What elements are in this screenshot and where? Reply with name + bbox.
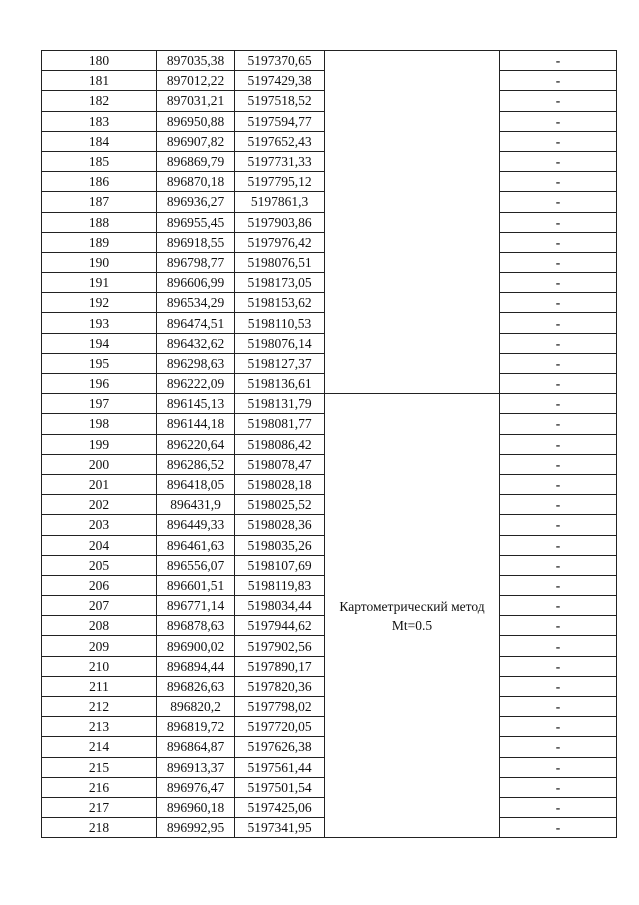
point-number-cell: 206 — [42, 575, 157, 595]
point-number-cell: 200 — [42, 454, 157, 474]
accuracy-cell: - — [500, 232, 617, 252]
accuracy-cell: - — [500, 131, 617, 151]
point-number-cell: 214 — [42, 737, 157, 757]
method-cell — [325, 51, 500, 394]
x-coordinate-cell: 897035,38 — [157, 51, 235, 71]
x-coordinate-cell: 896900,02 — [157, 636, 235, 656]
y-coordinate-cell: 5198119,83 — [235, 575, 325, 595]
accuracy-cell: - — [500, 676, 617, 696]
point-number-cell: 199 — [42, 434, 157, 454]
y-coordinate-cell: 5197652,43 — [235, 131, 325, 151]
accuracy-cell: - — [500, 737, 617, 757]
accuracy-cell: - — [500, 656, 617, 676]
y-coordinate-cell: 5198078,47 — [235, 454, 325, 474]
point-number-cell: 196 — [42, 374, 157, 394]
y-coordinate-cell: 5197594,77 — [235, 111, 325, 131]
y-coordinate-cell: 5197518,52 — [235, 91, 325, 111]
x-coordinate-cell: 896145,13 — [157, 394, 235, 414]
accuracy-cell: - — [500, 374, 617, 394]
y-coordinate-cell: 5198173,05 — [235, 273, 325, 293]
y-coordinate-cell: 5197944,62 — [235, 616, 325, 636]
accuracy-cell: - — [500, 454, 617, 474]
y-coordinate-cell: 5197976,42 — [235, 232, 325, 252]
accuracy-cell: - — [500, 71, 617, 91]
y-coordinate-cell: 5198034,44 — [235, 596, 325, 616]
method-name: Картометрический метод — [339, 598, 485, 614]
point-number-cell: 190 — [42, 252, 157, 272]
y-coordinate-cell: 5198081,77 — [235, 414, 325, 434]
accuracy-cell: - — [500, 333, 617, 353]
x-coordinate-cell: 896556,07 — [157, 555, 235, 575]
x-coordinate-cell: 897012,22 — [157, 71, 235, 91]
point-number-cell: 197 — [42, 394, 157, 414]
x-coordinate-cell: 896878,63 — [157, 616, 235, 636]
accuracy-cell: - — [500, 777, 617, 797]
accuracy-cell: - — [500, 717, 617, 737]
y-coordinate-cell: 5198107,69 — [235, 555, 325, 575]
point-number-cell: 213 — [42, 717, 157, 737]
y-coordinate-cell: 5198086,42 — [235, 434, 325, 454]
x-coordinate-cell: 896819,72 — [157, 717, 235, 737]
y-coordinate-cell: 5197861,3 — [235, 192, 325, 212]
accuracy-cell: - — [500, 353, 617, 373]
method-accuracy-value: Mt=0.5 — [391, 617, 433, 633]
y-coordinate-cell: 5198136,61 — [235, 374, 325, 394]
accuracy-cell: - — [500, 172, 617, 192]
x-coordinate-cell: 896894,44 — [157, 656, 235, 676]
x-coordinate-cell: 896976,47 — [157, 777, 235, 797]
point-number-cell: 215 — [42, 757, 157, 777]
y-coordinate-cell: 5197731,33 — [235, 151, 325, 171]
point-number-cell: 193 — [42, 313, 157, 333]
y-coordinate-cell: 5197903,86 — [235, 212, 325, 232]
y-coordinate-cell: 5197425,06 — [235, 797, 325, 817]
x-coordinate-cell: 897031,21 — [157, 91, 235, 111]
x-coordinate-cell: 896601,51 — [157, 575, 235, 595]
accuracy-cell: - — [500, 555, 617, 575]
coordinates-table — [41, 50, 617, 838]
point-number-cell: 187 — [42, 192, 157, 212]
point-number-cell: 181 — [42, 71, 157, 91]
accuracy-cell: - — [500, 535, 617, 555]
point-number-cell: 194 — [42, 333, 157, 353]
accuracy-cell: - — [500, 474, 617, 494]
y-coordinate-cell: 5198025,52 — [235, 495, 325, 515]
point-number-cell: 210 — [42, 656, 157, 676]
accuracy-cell: - — [500, 757, 617, 777]
x-coordinate-cell: 896907,82 — [157, 131, 235, 151]
x-coordinate-cell: 896449,33 — [157, 515, 235, 535]
point-number-cell: 201 — [42, 474, 157, 494]
x-coordinate-cell: 896992,95 — [157, 818, 235, 838]
accuracy-cell: - — [500, 797, 617, 817]
x-coordinate-cell: 896936,27 — [157, 192, 235, 212]
x-coordinate-cell: 896432,62 — [157, 333, 235, 353]
x-coordinate-cell: 896771,14 — [157, 596, 235, 616]
x-coordinate-cell: 896955,45 — [157, 212, 235, 232]
x-coordinate-cell: 896864,87 — [157, 737, 235, 757]
x-coordinate-cell: 896461,63 — [157, 535, 235, 555]
x-coordinate-cell: 896869,79 — [157, 151, 235, 171]
accuracy-cell: - — [500, 515, 617, 535]
point-number-cell: 212 — [42, 697, 157, 717]
accuracy-cell: - — [500, 394, 617, 414]
x-coordinate-cell: 896606,99 — [157, 273, 235, 293]
point-number-cell: 208 — [42, 616, 157, 636]
accuracy-cell: - — [500, 151, 617, 171]
y-coordinate-cell: 5198028,18 — [235, 474, 325, 494]
point-number-cell: 186 — [42, 172, 157, 192]
point-number-cell: 211 — [42, 676, 157, 696]
accuracy-cell: - — [500, 252, 617, 272]
table-row — [42, 51, 617, 71]
accuracy-cell: - — [500, 192, 617, 212]
accuracy-cell: - — [500, 313, 617, 333]
coordinates-table-body — [42, 51, 617, 838]
accuracy-cell: - — [500, 51, 617, 71]
point-number-cell: 191 — [42, 273, 157, 293]
point-number-cell: 180 — [42, 51, 157, 71]
y-coordinate-cell: 5198131,79 — [235, 394, 325, 414]
accuracy-cell: - — [500, 212, 617, 232]
x-coordinate-cell: 896918,55 — [157, 232, 235, 252]
y-coordinate-cell: 5198076,51 — [235, 252, 325, 272]
x-coordinate-cell: 896950,88 — [157, 111, 235, 131]
x-coordinate-cell: 896298,63 — [157, 353, 235, 373]
y-coordinate-cell: 5198028,36 — [235, 515, 325, 535]
point-number-cell: 198 — [42, 414, 157, 434]
y-coordinate-cell: 5197890,17 — [235, 656, 325, 676]
y-coordinate-cell: 5197902,56 — [235, 636, 325, 656]
point-number-cell: 202 — [42, 495, 157, 515]
x-coordinate-cell: 896820,2 — [157, 697, 235, 717]
point-number-cell: 203 — [42, 515, 157, 535]
y-coordinate-cell: 5198153,62 — [235, 293, 325, 313]
point-number-cell: 192 — [42, 293, 157, 313]
y-coordinate-cell: 5197341,95 — [235, 818, 325, 838]
x-coordinate-cell: 896474,51 — [157, 313, 235, 333]
point-number-cell: 205 — [42, 555, 157, 575]
y-coordinate-cell: 5198035,26 — [235, 535, 325, 555]
accuracy-cell: - — [500, 434, 617, 454]
point-number-cell: 185 — [42, 151, 157, 171]
accuracy-cell: - — [500, 91, 617, 111]
y-coordinate-cell: 5197370,65 — [235, 51, 325, 71]
y-coordinate-cell: 5198127,37 — [235, 353, 325, 373]
point-number-cell: 184 — [42, 131, 157, 151]
point-number-cell: 216 — [42, 777, 157, 797]
point-number-cell: 217 — [42, 797, 157, 817]
accuracy-cell: - — [500, 293, 617, 313]
x-coordinate-cell: 896870,18 — [157, 172, 235, 192]
table-row — [42, 394, 617, 414]
y-coordinate-cell: 5197795,12 — [235, 172, 325, 192]
accuracy-cell: - — [500, 818, 617, 838]
point-number-cell: 182 — [42, 91, 157, 111]
point-number-cell: 209 — [42, 636, 157, 656]
point-number-cell: 195 — [42, 353, 157, 373]
accuracy-cell: - — [500, 636, 617, 656]
y-coordinate-cell: 5197720,05 — [235, 717, 325, 737]
x-coordinate-cell: 896798,77 — [157, 252, 235, 272]
accuracy-cell: - — [500, 697, 617, 717]
point-number-cell: 218 — [42, 818, 157, 838]
point-number-cell: 189 — [42, 232, 157, 252]
accuracy-cell: - — [500, 273, 617, 293]
y-coordinate-cell: 5197501,54 — [235, 777, 325, 797]
accuracy-cell: - — [500, 495, 617, 515]
method-cell — [325, 394, 500, 838]
y-coordinate-cell: 5197561,44 — [235, 757, 325, 777]
point-number-cell: 207 — [42, 596, 157, 616]
y-coordinate-cell: 5197429,38 — [235, 71, 325, 91]
x-coordinate-cell: 896913,37 — [157, 757, 235, 777]
y-coordinate-cell: 5197798,02 — [235, 697, 325, 717]
y-coordinate-cell: 5197820,36 — [235, 676, 325, 696]
x-coordinate-cell: 896826,63 — [157, 676, 235, 696]
x-coordinate-cell: 896222,09 — [157, 374, 235, 394]
accuracy-cell: - — [500, 111, 617, 131]
x-coordinate-cell: 896960,18 — [157, 797, 235, 817]
y-coordinate-cell: 5198110,53 — [235, 313, 325, 333]
x-coordinate-cell: 896418,05 — [157, 474, 235, 494]
accuracy-cell: - — [500, 596, 617, 616]
x-coordinate-cell: 896431,9 — [157, 495, 235, 515]
y-coordinate-cell: 5198076,14 — [235, 333, 325, 353]
accuracy-cell: - — [500, 616, 617, 636]
x-coordinate-cell: 896220,64 — [157, 434, 235, 454]
point-number-cell: 204 — [42, 535, 157, 555]
accuracy-cell: - — [500, 414, 617, 434]
y-coordinate-cell: 5197626,38 — [235, 737, 325, 757]
x-coordinate-cell: 896144,18 — [157, 414, 235, 434]
x-coordinate-cell: 896534,29 — [157, 293, 235, 313]
point-number-cell: 183 — [42, 111, 157, 131]
accuracy-cell: - — [500, 575, 617, 595]
x-coordinate-cell: 896286,52 — [157, 454, 235, 474]
point-number-cell: 188 — [42, 212, 157, 232]
